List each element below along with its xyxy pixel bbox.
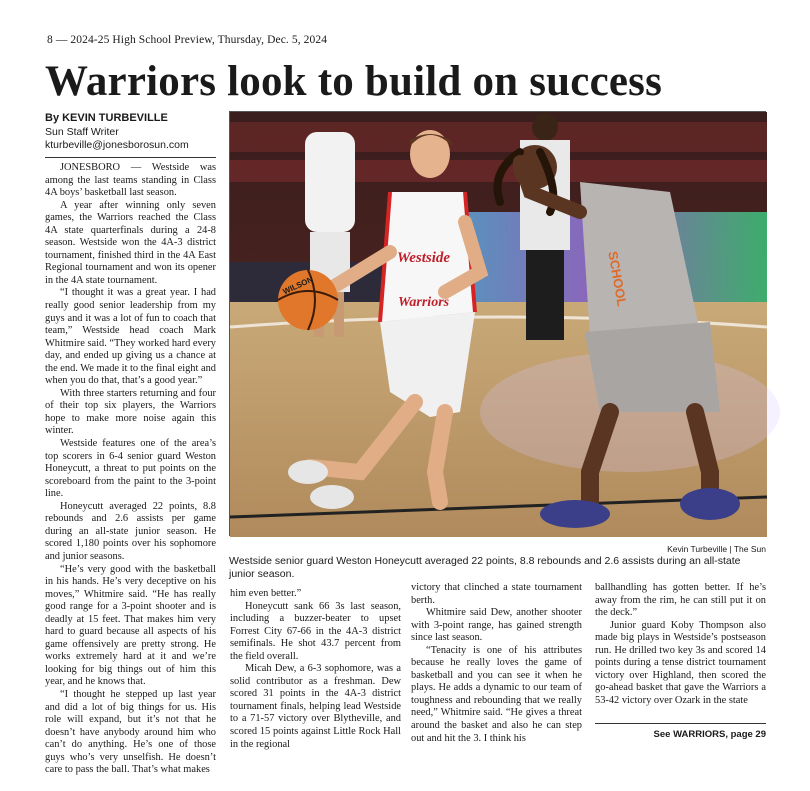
paragraph: “He’s very good with the basketball in his hands. He’s very deceptive on his moves,” Whitmire said. “He has really good range for a 3-point shooter and is deadly at 15 feet. That makes him very hard to guard because all aspects of his game offensively are pretty strong. He works extremely hard at it and we’re looking for big things out of him this year, and he knows that. (45, 563, 216, 688)
page-folio: 8 — 2024-25 High School Preview, Thursday, Dec. 5, 2024 (47, 34, 328, 46)
article-column-4 (595, 582, 766, 722)
jump-line[interactable]: See WARRIORS, page 29 (653, 729, 766, 740)
article-column-3 (411, 582, 582, 748)
paragraph: With three starters returning and four of their top six players, the Warriors hope to make more noise again this winter. (45, 387, 216, 437)
byline-rule (45, 157, 216, 158)
paragraph: him even better.” (230, 588, 302, 599)
photo-credit: Kevin Turbeville | The Sun (667, 544, 766, 554)
ball-brand-text: WILSON (281, 274, 315, 297)
paragraph: ballhandling has gotten better. If he’s away from the rim, he can still put it on the deck.” (595, 582, 766, 619)
basketball-photo (230, 112, 767, 537)
article-photo (229, 111, 766, 536)
headline: Warriors look to build on success (45, 58, 663, 105)
paragraph: Junior guard Koby Thompson also made big plays in Westside’s postseason run. He drilled two key 3s and scored 14 points during a tense district tournament victory over Highland, then scored the go-ahead basket that gave the Warriors a 53-42 victory over Ozark in the state (595, 619, 766, 706)
article-column-2 (230, 588, 401, 748)
paragraph: JONESBORO — Westside was among the last teams standing in Class 4A boys’ basketball last season. (45, 162, 216, 199)
paragraph: victory that clinched a state tournament berth. (411, 582, 582, 606)
paragraph: Honeycutt averaged 22 points, 8.8 rebounds and 2.6 assists per game during an all-state junior season. He scored 1,180 points over his sophomore and junior seasons. (45, 500, 216, 562)
paragraph: “Tenacity is one of his attributes because he really loves the game of basketball and you can see it when he plays. He adds a dynamic to our team of toughness and rebounding that we really need,” Whitmire said. “He gives a threat around the basket and also he can step out and hit the 3. I think his (411, 644, 582, 744)
byline-author: By KEVIN TURBEVILLE (45, 112, 168, 124)
paragraph: Westside features one of the area’s top scorers in 6-4 senior guard Weston Honeycutt, a threat to put points on the scoreboard from the paint to the 3-point line. (45, 438, 216, 500)
paragraph: Micah Dew, a 6-3 sophomore, was a solid contributor as a freshman. Dew scored 31 points in the 4A-3 district tournament finals, helping lead Westside to a 71-57 victory over Blytheville, and scored 15 points against Little Rock Hall in the regional (230, 663, 401, 750)
jump-rule (595, 723, 766, 724)
photo-caption: Westside senior guard Weston Honeycutt averaged 22 points, 8.8 rebounds and 2.6 assists during an all-state junior season. (229, 555, 741, 580)
byline-title: Sun Staff Writer (45, 125, 119, 138)
byline (45, 112, 220, 153)
jersey-text-school: SCHOOL (605, 250, 630, 308)
paragraph: “I thought it was a great year. I had really good senior leadership from my guys and it was a lot of fun to coach that team,” Westside head coach Mark Whitmire said. “They worked hard every day, and ended up giving us a chance at the end. We made it to the final eight and when you do that, that’s a good year.” (45, 287, 216, 387)
jersey-text-westside: Westside (397, 250, 451, 266)
byline-email[interactable]: kturbeville@jonesborosun.com (45, 139, 189, 151)
article-column-1 (45, 162, 216, 776)
paragraph: Honeycutt sank 66 3s last season, including a buzzer-beater to upset Forrest City 67-66 in the 4A-3 district semifinals. He shot 43.7 percent from the field overall. (230, 600, 401, 662)
paragraph: Whitmire said Dew, another shooter with 3-point range, has gained strength since last season. (411, 607, 582, 644)
jersey-text-warriors: Warriors (398, 295, 450, 310)
paragraph: “I thought he stepped up last year and did a lot of big things for us. His role will expand, but it’s not that he doesn’t have anybody around him who can’t do anything. He’s one of those guys who’s very unselfish. He doesn’t care to pass the ball. That’s what makes (45, 688, 216, 776)
paragraph: A year after winning only seven games, the Warriors reached the Class 4A state quarterfinals during a 24-8 season. Westside won the 4A-3 district tournament, finished third in the 4A East Regional tournament and won its opener in the 4A state tournament. (45, 199, 216, 286)
